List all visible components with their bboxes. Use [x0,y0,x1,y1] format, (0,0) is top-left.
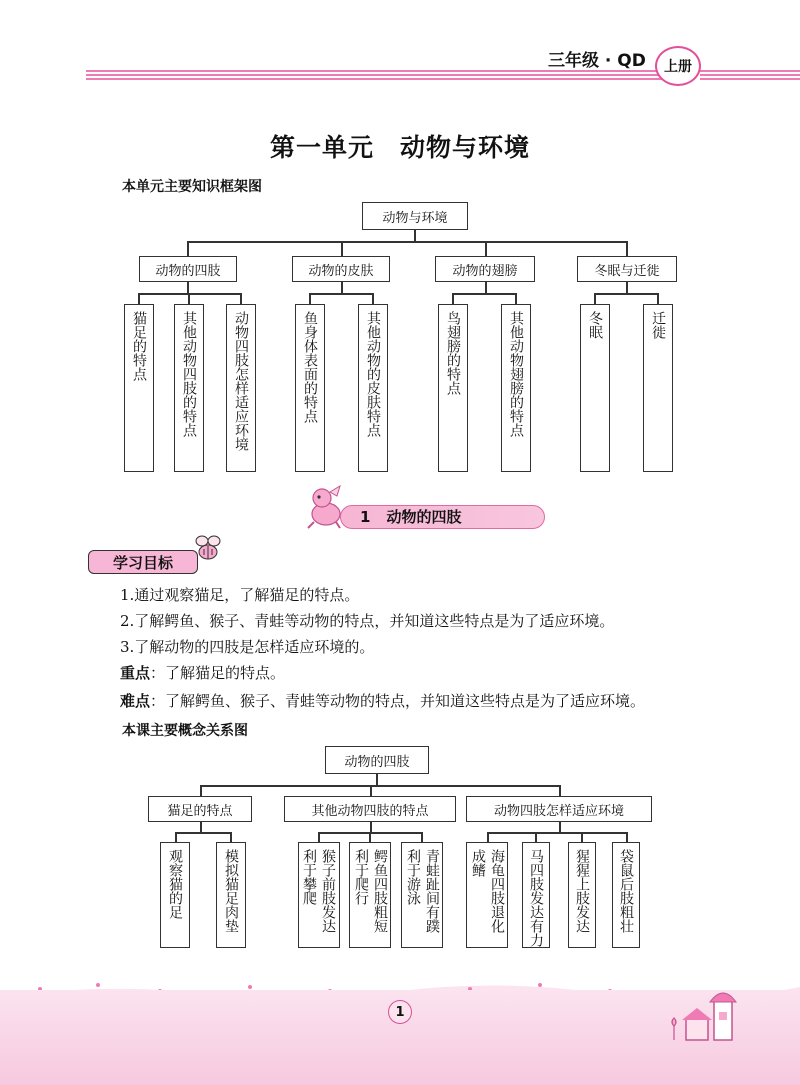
connector [487,832,627,834]
unit-branch-wings: 动物的翅膀 [435,256,535,282]
concept-leaf: 袋鼠后肢粗壮 [612,842,640,948]
objective-item: 1.通过观察猫足，了解猫足的特点。 [120,586,360,604]
objective-item: 2.了解鳄鱼、猴子、青蛙等动物的特点，并知道这些特点是为了适应环境。 [120,612,615,630]
bee-icon [190,532,226,566]
connector [341,241,343,257]
unit-branch-hibernation: 冬眠与迁徙 [577,256,677,282]
header-stripe [86,70,666,80]
difficulty-label: 难点 [120,692,151,710]
unit-leaf: 其他动物翅膀的特点 [501,304,531,472]
concept-branch-cat: 猫足的特点 [148,796,252,822]
page-number: 1 [388,1000,412,1024]
concept-leaf: 猴子前肢发达利于攀爬 [298,842,340,948]
concept-leaf: 猩猩上肢发达 [568,842,596,948]
unit-leaf: 猫足的特点 [124,304,154,472]
header-stripe-right [700,70,800,80]
connector [626,241,628,257]
unit-leaf: 其他动物的皮肤特点 [358,304,388,472]
unit-root-node: 动物与环境 [362,202,468,230]
house-tower-icon [670,982,750,1042]
concept-branch-adapt: 动物四肢怎样适应环境 [466,796,652,822]
unit-leaf: 迁徙 [643,304,673,472]
connector [138,293,241,295]
connector [187,241,189,257]
concept-leaf: 海龟四肢退化成鳍 [466,842,508,948]
objective-item: 3.了解动物的四肢是怎样适应环境的。 [120,638,375,656]
key-point-label: 重点 [120,664,151,682]
connector [175,832,231,834]
connector [309,293,373,295]
lesson-number: 1 [360,508,371,526]
connector [485,241,487,257]
concept-leaf: 观察猫的足 [160,842,190,948]
lesson-concept-heading: 本课主要概念关系图 [122,723,248,739]
connector [452,293,516,295]
unit-branch-limbs: 动物的四肢 [139,256,237,282]
unit-leaf: 鸟翅膀的特点 [438,304,468,472]
connector [187,241,627,243]
connector [200,785,560,787]
concept-leaf: 鳄鱼四肢粗短利于爬行 [349,842,391,948]
unit-framework-heading: 本单元主要知识框架图 [122,179,262,195]
grade-label: 三年级 · QD [548,51,646,71]
difficulty-text: ：了解鳄鱼、猴子、青蛙等动物的特点，并知道这些特点是为了适应环境。 [150,692,646,710]
concept-leaf: 模拟猫足肉垫 [216,842,246,948]
concept-branch-others: 其他动物四肢的特点 [284,796,456,822]
unit-branch-skin: 动物的皮肤 [292,256,390,282]
unit-leaf: 动物四肢怎样适应环境 [226,304,256,472]
unit-leaf: 其他动物四肢的特点 [174,304,204,472]
key-point [120,662,285,683]
unit-title: 第一单元 动物与环境 [269,133,530,162]
key-point-text: ：了解猫足的特点。 [150,664,286,682]
lesson-title-text: 动物的四肢 [386,508,462,526]
objectives-badge: 学习目标 [88,550,198,574]
unit-leaf: 鱼身体表面的特点 [295,304,325,472]
unit-leaf: 冬眠 [580,304,610,472]
lesson-title [360,506,461,527]
concept-leaf: 青蛙趾间有蹼利于游泳 [401,842,443,948]
connector [594,293,658,295]
concept-leaf: 马四肢发达有力 [522,842,550,948]
concept-root-node: 动物的四肢 [325,746,429,774]
difficulty-point [120,690,645,711]
volume-badge: 上册 [655,46,701,86]
